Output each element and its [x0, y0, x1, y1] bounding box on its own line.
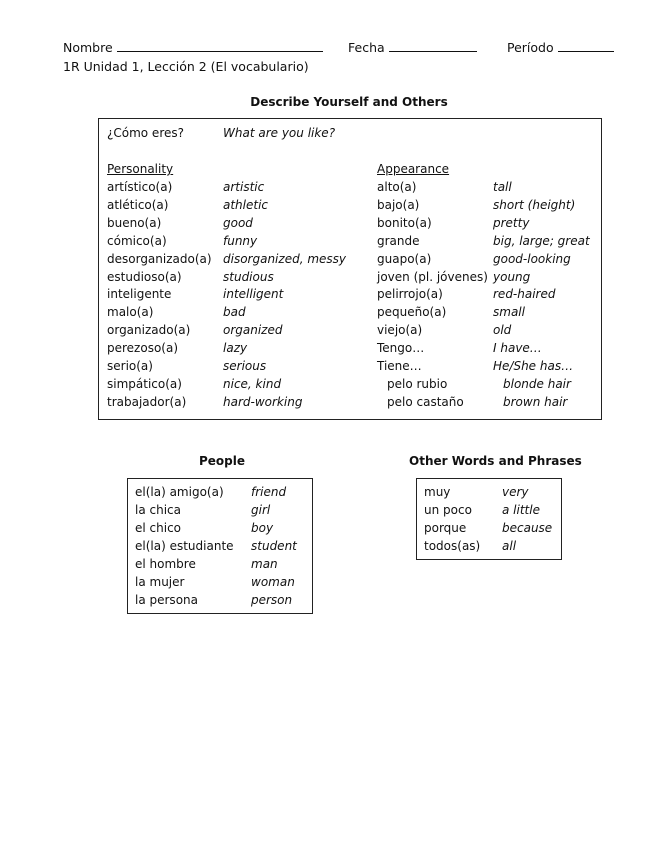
appearance-item-en: short (height) — [493, 197, 576, 212]
people-item-es: el(la) estudiante — [135, 539, 234, 553]
main-vocab-box — [98, 118, 602, 420]
personality-item-es: trabajador(a) — [107, 394, 187, 409]
personality-item-en: hard-working — [223, 394, 303, 409]
people-item-en: girl — [251, 503, 271, 517]
appearance-item-es: grande — [377, 233, 420, 248]
unit-subtitle: 1R Unidad 1, Lección 2 (El vocabulario) — [63, 59, 309, 74]
appearance-item-es: Tiene… — [377, 359, 422, 373]
personality-item-es: bueno(a) — [107, 215, 162, 230]
appearance-item-es: alto(a) — [377, 180, 417, 194]
people-item-en: person — [251, 593, 293, 607]
other-word-item-en: all — [502, 539, 517, 553]
question-en: What are you like? — [223, 126, 336, 140]
name-label: Nombre — [63, 40, 113, 55]
personality-item-es: inteligente — [107, 287, 172, 302]
personality-item-es: serio(a) — [107, 359, 153, 373]
appearance-item-en: tall — [493, 180, 512, 194]
appearance-item-es: bajo(a) — [377, 197, 420, 212]
personality-item-en: athletic — [223, 197, 269, 212]
name-blank[interactable] — [117, 41, 323, 52]
appearance-item-en: He/She has… — [493, 359, 574, 373]
personality-item-es: estudioso(a) — [107, 269, 182, 284]
other-words-box — [416, 478, 562, 560]
people-item-es: el(la) amigo(a) — [135, 485, 224, 499]
personality-item-en: intelligent — [223, 287, 284, 302]
people-item-en: friend — [251, 485, 287, 499]
appearance-item-es: pelo castaño — [387, 394, 464, 409]
appearance-item-es: joven (pl. jóvenes) — [377, 269, 488, 284]
personality-item-en: serious — [223, 359, 267, 373]
date-blank[interactable] — [389, 41, 477, 52]
appearance-item-es: pelo rubio — [387, 376, 448, 391]
personality-item-es: desorganizado(a) — [107, 251, 212, 266]
personality-item-en: funny — [223, 233, 258, 248]
date-field — [348, 40, 477, 55]
personality-item-es: atlético(a) — [107, 197, 169, 212]
other-word-item-en: because — [502, 521, 553, 535]
people-item-en: man — [251, 557, 278, 571]
appearance-item-en: blonde hair — [503, 376, 571, 391]
appearance-item-es: pequeño(a) — [377, 305, 447, 320]
personality-item-es: cómico(a) — [107, 233, 167, 248]
people-item-es: el chico — [135, 521, 182, 535]
personality-item-es: artístico(a) — [107, 180, 173, 194]
people-box — [127, 478, 313, 614]
other-word-item-es: porque — [424, 521, 467, 535]
appearance-item-en: young — [493, 269, 531, 284]
people-item-es: el hombre — [135, 557, 196, 571]
personality-item-en: organized — [223, 323, 283, 338]
other-word-item-en: very — [502, 485, 529, 499]
other-word-item-es: un poco — [424, 503, 472, 517]
personality-item-en: disorganized, messy — [223, 251, 346, 266]
personality-item-en: nice, kind — [223, 376, 282, 391]
question-es: ¿Cómo eres? — [107, 126, 184, 140]
people-item-es: la mujer — [135, 575, 185, 589]
people-item-en: woman — [251, 575, 295, 589]
other-word-item-en: a little — [502, 503, 540, 517]
appearance-item-es: viejo(a) — [377, 323, 423, 338]
people-item-es: la persona — [135, 593, 198, 607]
appearance-item-es: bonito(a) — [377, 215, 432, 230]
personality-item-en: good — [223, 215, 253, 230]
personality-item-en: lazy — [223, 341, 248, 356]
appearance-item-es: Tengo… — [377, 341, 425, 356]
appearance-item-en: big, large; great — [493, 233, 590, 248]
appearance-item-en: small — [493, 305, 525, 320]
people-item-es: la chica — [135, 503, 181, 517]
appearance-item-es: pelirrojo(a) — [377, 287, 443, 302]
people-item-en: student — [251, 539, 297, 553]
other-words-title: Other Words and Phrases — [409, 454, 582, 468]
personality-item-es: perezoso(a) — [107, 341, 179, 356]
period-field — [507, 40, 614, 55]
personality-item-en: studious — [223, 269, 274, 284]
period-blank[interactable] — [558, 41, 614, 52]
name-field — [63, 40, 323, 55]
appearance-item-en: pretty — [493, 215, 530, 230]
appearance-item-en: brown hair — [503, 394, 568, 409]
period-label: Período — [507, 40, 554, 55]
other-word-item-es: todos(as) — [424, 539, 481, 553]
people-item-en: boy — [251, 521, 274, 535]
appearance-heading: Appearance — [377, 162, 450, 176]
appearance-item-es: guapo(a) — [377, 251, 432, 266]
main-section-title: Describe Yourself and Others — [250, 95, 448, 109]
personality-item-en: bad — [223, 305, 246, 320]
appearance-item-en: good-looking — [493, 251, 571, 266]
personality-heading: Personality — [107, 162, 174, 176]
appearance-item-en: I have… — [493, 341, 542, 356]
appearance-item-en: old — [493, 323, 512, 338]
personality-item-en: artistic — [223, 180, 265, 194]
personality-item-es: organizado(a) — [107, 323, 191, 338]
personality-item-es: simpático(a) — [107, 376, 182, 391]
personality-item-es: malo(a) — [107, 305, 154, 320]
appearance-item-en: red-haired — [493, 287, 556, 302]
date-label: Fecha — [348, 40, 385, 55]
other-word-item-es: muy — [424, 485, 451, 499]
people-title: People — [199, 454, 246, 468]
